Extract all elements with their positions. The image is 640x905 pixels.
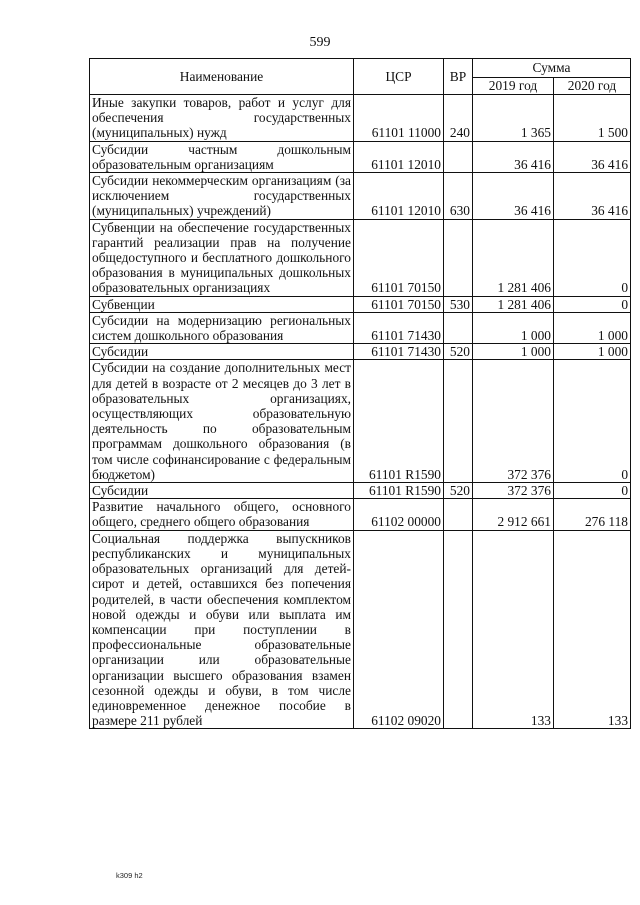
row-sum-2020: 1 500	[554, 95, 631, 142]
row-csr: 61102 00000	[354, 499, 444, 530]
row-sum-2020: 0	[554, 296, 631, 312]
row-csr: 61101 70150	[354, 219, 444, 296]
table-row	[90, 141, 631, 172]
row-sum-2019: 36 416	[473, 173, 554, 220]
row-sum-2019: 372 376	[473, 483, 554, 499]
budget-table	[89, 58, 631, 729]
header-name: Наименование	[90, 59, 354, 95]
row-sum-2019: 1 000	[473, 312, 554, 343]
table-row	[90, 360, 631, 483]
row-csr: 61102 09020	[354, 530, 444, 729]
row-name: Субсидии	[90, 344, 354, 360]
table-row	[90, 344, 631, 360]
header-year-2020: 2020 год	[554, 78, 631, 95]
row-csr: 61101 R1590	[354, 360, 444, 483]
header-year-2019: 2019 год	[473, 78, 554, 95]
row-csr: 61101 70150	[354, 296, 444, 312]
row-sum-2019: 1 365	[473, 95, 554, 142]
row-sum-2020: 0	[554, 219, 631, 296]
row-sum-2019: 1 281 406	[473, 219, 554, 296]
row-sum-2020: 1 000	[554, 344, 631, 360]
row-csr: 61101 11000	[354, 95, 444, 142]
row-sum-2019: 2 912 661	[473, 499, 554, 530]
row-sum-2020: 36 416	[554, 173, 631, 220]
row-csr: 61101 R1590	[354, 483, 444, 499]
table-row	[90, 95, 631, 142]
row-sum-2020: 133	[554, 530, 631, 729]
row-vr: 520	[444, 344, 473, 360]
table-row	[90, 219, 631, 296]
row-vr	[444, 360, 473, 483]
table-row	[90, 499, 631, 530]
row-sum-2019: 372 376	[473, 360, 554, 483]
footer-code: k309 h2	[116, 871, 143, 880]
row-name: Субвенции на обеспечение государственных гарантий реализации прав на получение общедоступного и бесплатного дошкольного образования в муниципальных дошкольных образовательных организациях	[90, 219, 354, 296]
row-name: Субвенции	[90, 296, 354, 312]
table-row	[90, 312, 631, 343]
row-vr	[444, 219, 473, 296]
row-vr: 630	[444, 173, 473, 220]
row-name: Субсидии на создание дополнительных мест для детей в возрасте от 2 месяцев до 3 лет в образовательных организациях, осуществляющих образовательную деятельность по образовательным программам дошкольного образования (в том числе софинансирование с федеральным бюджетом)	[90, 360, 354, 483]
row-csr: 61101 71430	[354, 344, 444, 360]
row-sum-2020: 0	[554, 360, 631, 483]
header-csr: ЦСР	[354, 59, 444, 95]
header-sum: Сумма	[473, 59, 631, 78]
row-vr	[444, 530, 473, 729]
page-number: 599	[309, 35, 331, 50]
row-vr: 520	[444, 483, 473, 499]
table-row	[90, 530, 631, 729]
row-name: Субсидии некоммерческим организациям (за исключением государственных (муниципальных) учреждений)	[90, 173, 354, 220]
row-vr	[444, 312, 473, 343]
row-sum-2019: 36 416	[473, 141, 554, 172]
row-name: Социальная поддержка выпускников республиканских и муниципальных образовательных организаций для детей-сирот и детей, оставшихся без попечения родителей, в части обеспечения комплектом новой одежды и обуви или выплата им компенсации при поступлении в профессиональные образовательные организации или образовательные организации высшего образования взамен сезонной одежды и обуви, в том числе единовременное денежное пособие в размере 211 рублей	[90, 530, 354, 729]
row-sum-2020: 276 118	[554, 499, 631, 530]
row-csr: 61101 12010	[354, 173, 444, 220]
table-row	[90, 296, 631, 312]
row-sum-2020: 1 000	[554, 312, 631, 343]
row-sum-2020: 0	[554, 483, 631, 499]
row-sum-2019: 133	[473, 530, 554, 729]
row-sum-2019: 1 000	[473, 344, 554, 360]
row-name: Субсидии	[90, 483, 354, 499]
row-csr: 61101 12010	[354, 141, 444, 172]
row-sum-2019: 1 281 406	[473, 296, 554, 312]
row-vr	[444, 499, 473, 530]
row-sum-2020: 36 416	[554, 141, 631, 172]
row-name: Развитие начального общего, основного общего, среднего общего образования	[90, 499, 354, 530]
row-name: Иные закупки товаров, работ и услуг для обеспечения государственных (муниципальных) нужд	[90, 95, 354, 142]
table-row	[90, 483, 631, 499]
row-csr: 61101 71430	[354, 312, 444, 343]
header-vr: ВР	[444, 59, 473, 95]
row-name: Субсидии частным дошкольным образовательным организациям	[90, 141, 354, 172]
table-row	[90, 173, 631, 220]
row-name: Субсидии на модернизацию региональных систем дошкольного образования	[90, 312, 354, 343]
row-vr: 530	[444, 296, 473, 312]
row-vr: 240	[444, 95, 473, 142]
row-vr	[444, 141, 473, 172]
